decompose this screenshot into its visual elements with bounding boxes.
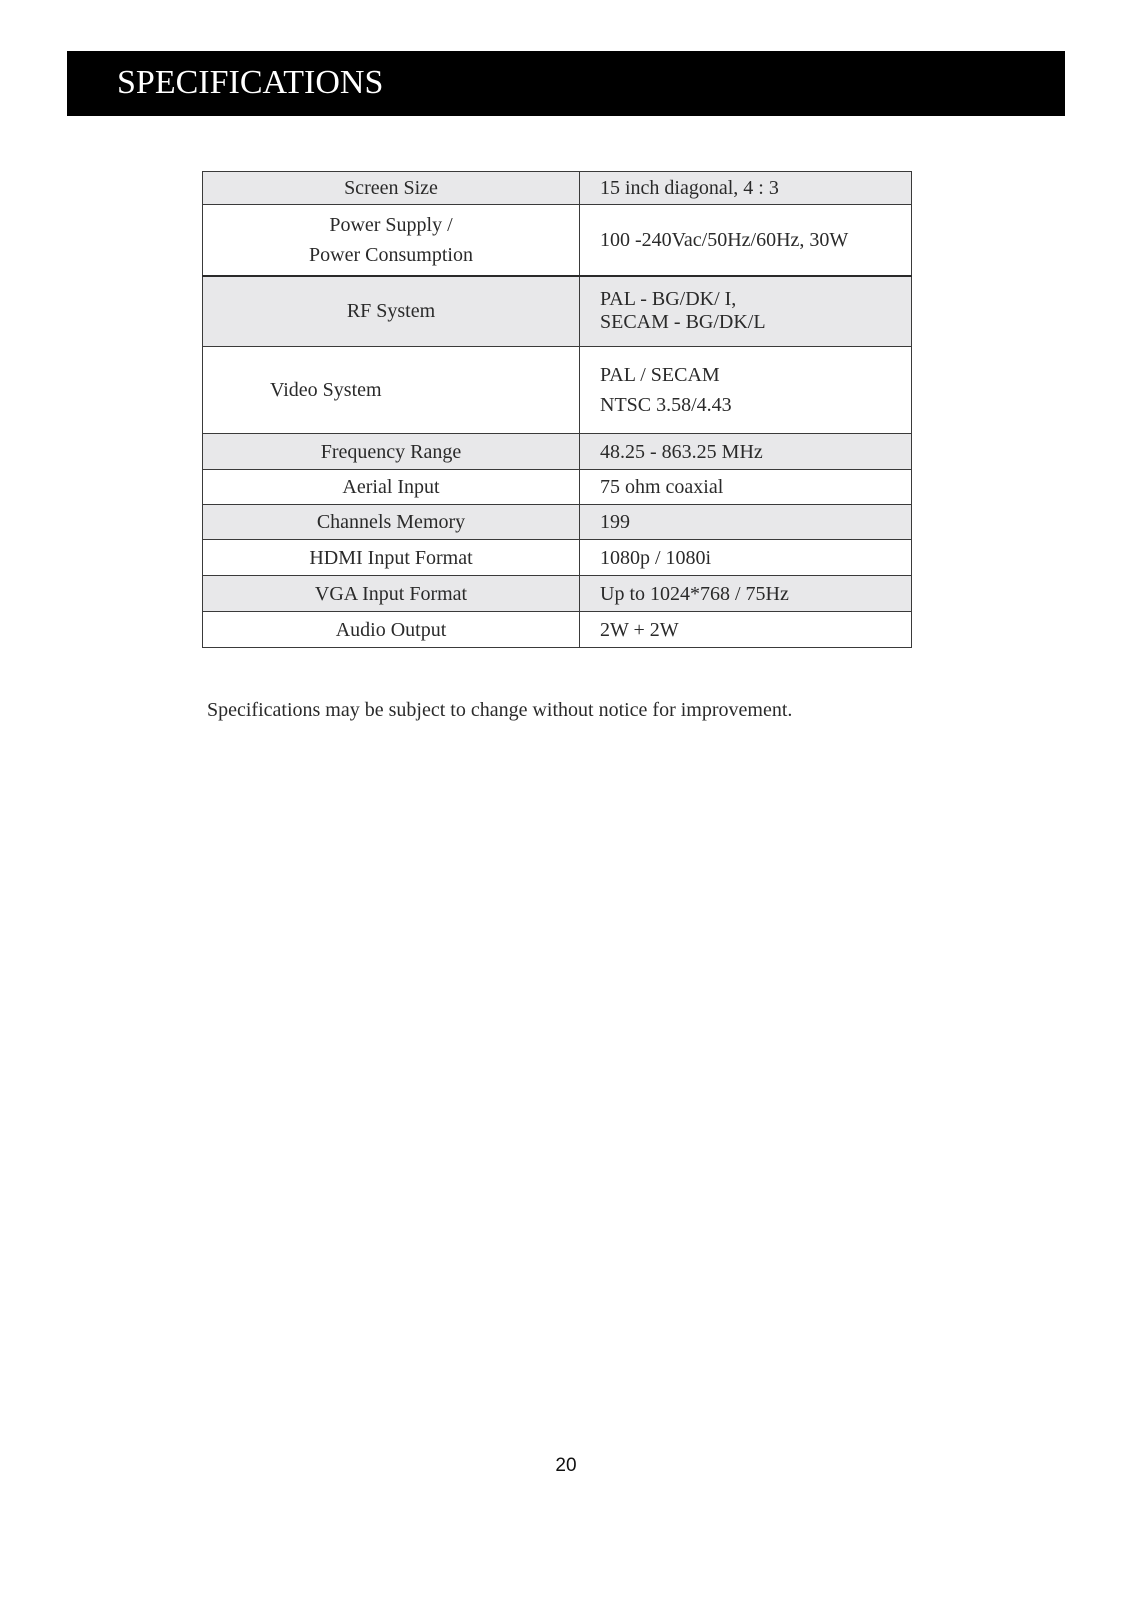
spec-label: Video System: [203, 347, 580, 434]
specifications-table: [202, 171, 912, 648]
specifications-footnote: Specifications may be subject to change without notice for improvement.: [207, 699, 793, 721]
spec-row-screen-size: [203, 172, 912, 205]
spec-label: Power Supply / Power Consumption: [203, 205, 580, 276]
spec-value: PAL / SECAM NTSC 3.58/4.43: [580, 347, 912, 434]
spec-label: Audio Output: [203, 612, 580, 648]
spec-row-vga-input-format: [203, 576, 912, 612]
spec-row-hdmi-input-format: [203, 540, 912, 576]
spec-value: 48.25 - 863.25 MHz: [580, 434, 912, 470]
spec-value: 2W + 2W: [580, 612, 912, 648]
spec-label: Screen Size: [203, 172, 580, 205]
spec-label: Frequency Range: [203, 434, 580, 470]
spec-value: 1080p / 1080i: [580, 540, 912, 576]
spec-label: HDMI Input Format: [203, 540, 580, 576]
spec-value: 199: [580, 505, 912, 540]
header-bar: [67, 51, 1065, 116]
spec-label: Channels Memory: [203, 505, 580, 540]
spec-row-audio-output: [203, 612, 912, 648]
page-number: 20: [555, 1455, 577, 1476]
spec-row-power: [203, 205, 912, 276]
page-title: SPECIFICATIONS: [117, 64, 384, 101]
spec-row-rf-system: [203, 276, 912, 347]
spec-value: PAL - BG/DK/ I, SECAM - BG/DK/L: [580, 276, 912, 347]
spec-value: 15 inch diagonal, 4 : 3: [580, 172, 912, 205]
spec-row-channels-memory: [203, 505, 912, 540]
spec-row-aerial-input: [203, 470, 912, 505]
spec-label: RF System: [203, 276, 580, 347]
spec-value: Up to 1024*768 / 75Hz: [580, 576, 912, 612]
spec-label: Aerial Input: [203, 470, 580, 505]
spec-value: 100 -240Vac/50Hz/60Hz, 30W: [580, 205, 912, 276]
spec-row-video-system: [203, 347, 912, 434]
spec-label: VGA Input Format: [203, 576, 580, 612]
spec-value: 75 ohm coaxial: [580, 470, 912, 505]
spec-row-frequency-range: [203, 434, 912, 470]
